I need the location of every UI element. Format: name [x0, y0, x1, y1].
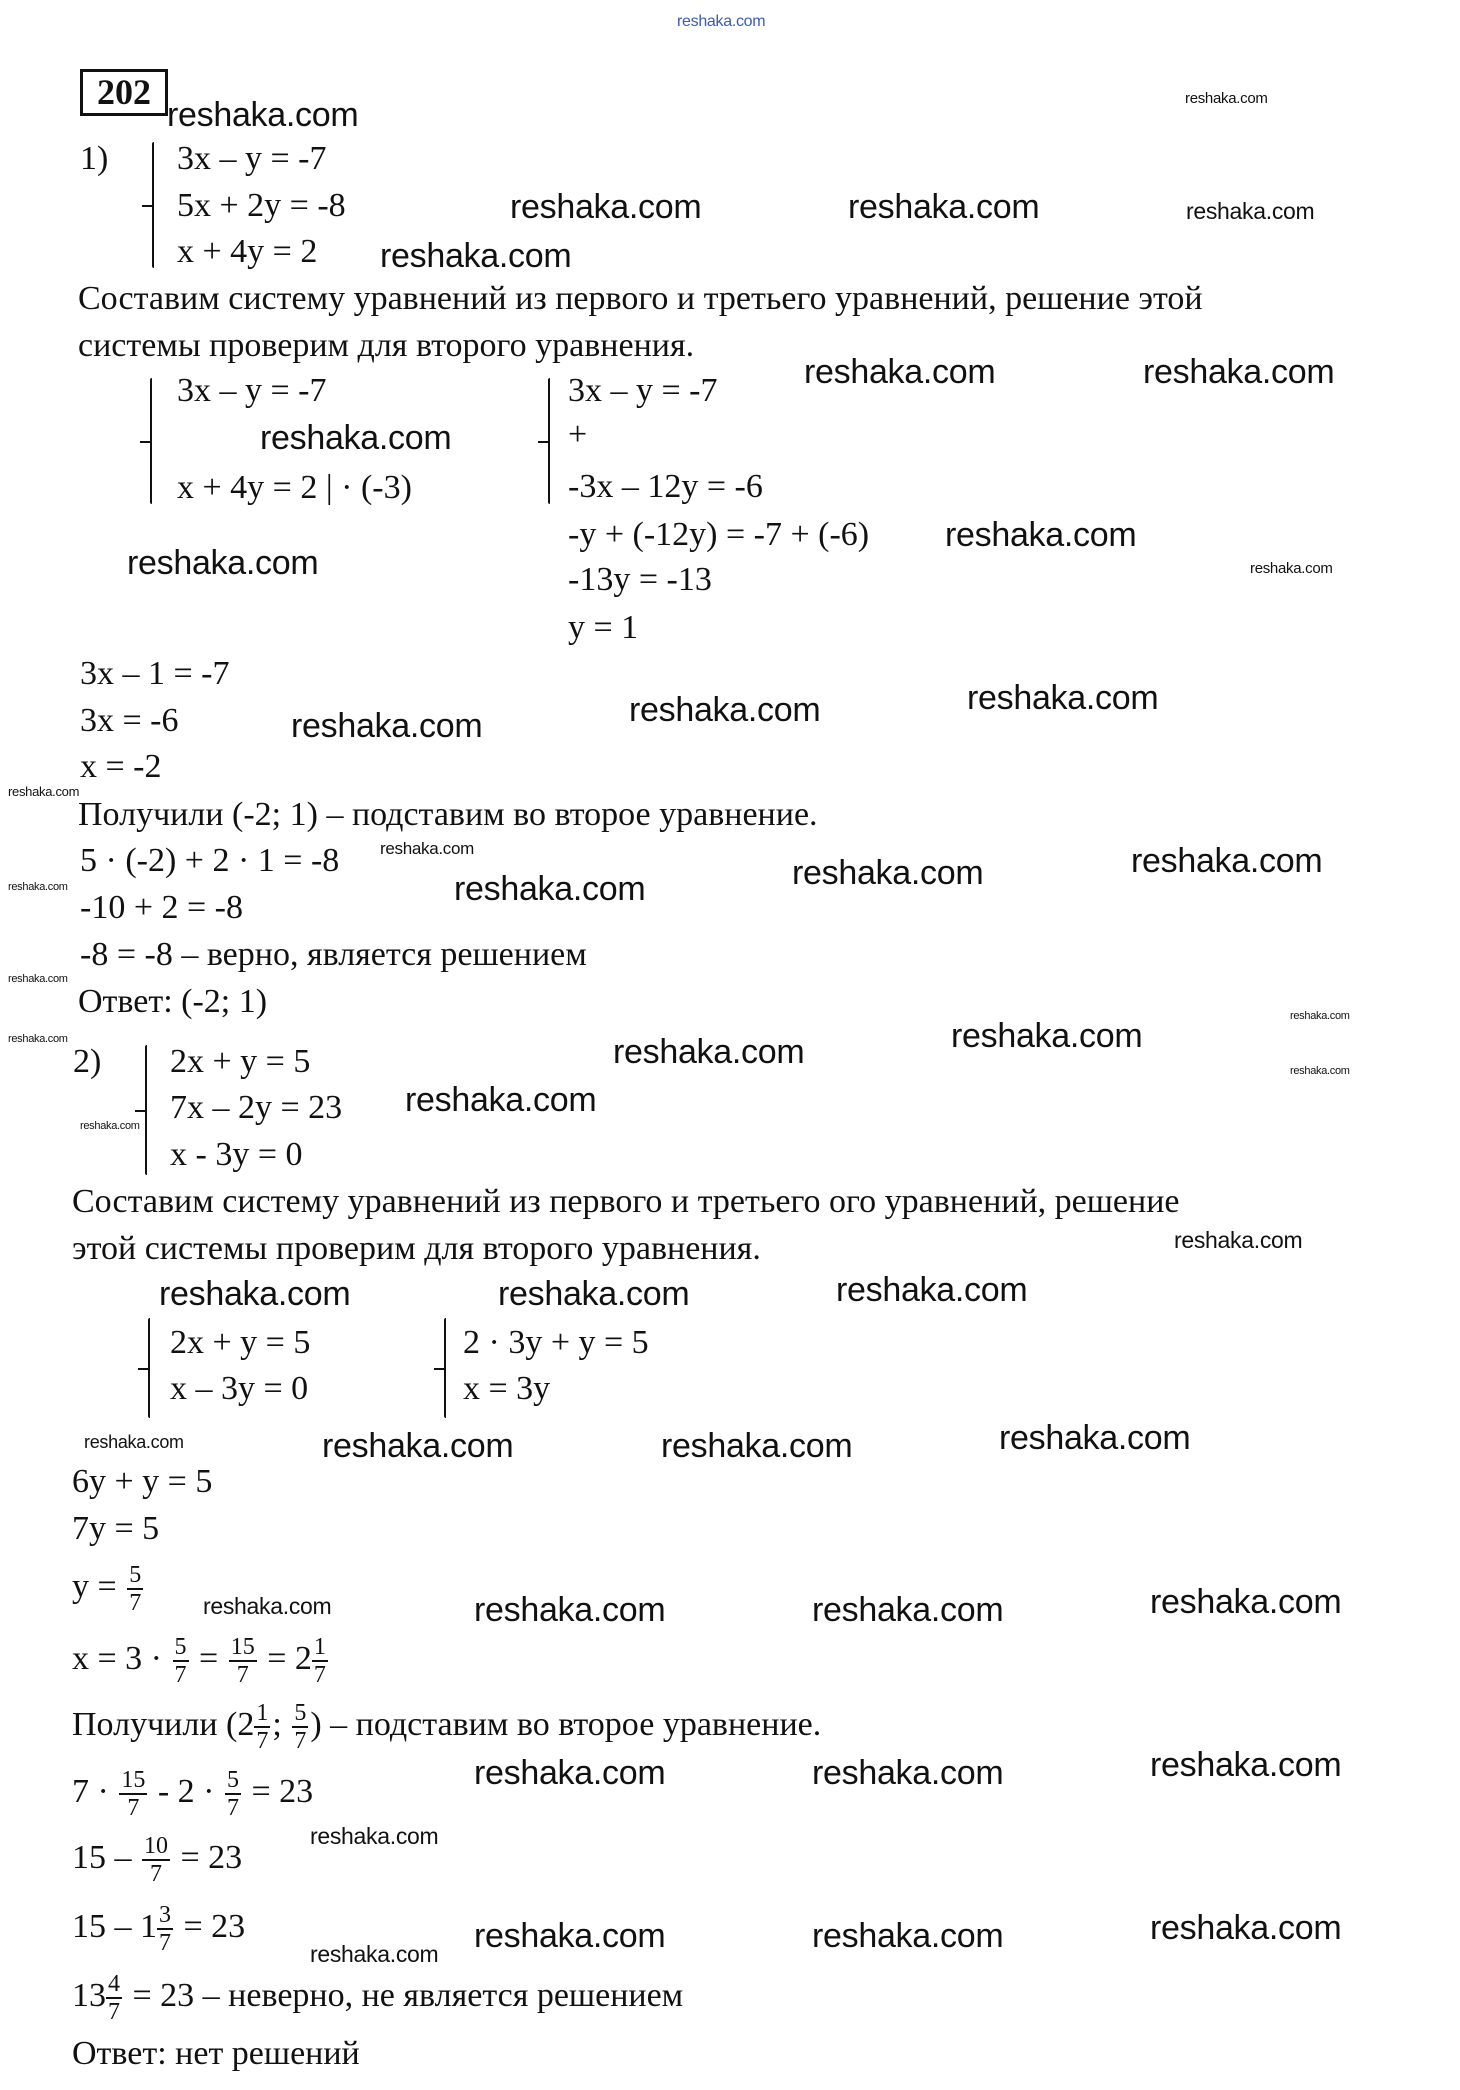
watermark: reshaka.com: [159, 1275, 351, 1313]
watermark: reshaka.com: [804, 353, 996, 391]
watermark: reshaka.com: [510, 188, 702, 226]
watermark: reshaka.com: [812, 1917, 1004, 1955]
part-label: 1): [80, 140, 109, 177]
watermark: reshaka.com: [613, 1033, 805, 1071]
watermark: reshaka.com: [1150, 1909, 1342, 1947]
step: x = -2: [80, 748, 162, 785]
step: -8 = -8 – верно, является решением: [80, 936, 587, 973]
watermark: reshaka.com: [848, 188, 1040, 226]
step: 5 · (-2) + 2 · 1 = -8: [80, 842, 340, 879]
watermark: reshaka.com: [1174, 1227, 1303, 1253]
watermark: reshaka.com: [84, 1432, 184, 1452]
watermark: reshaka.com: [836, 1271, 1028, 1309]
equation: x – 3y = 0: [170, 1370, 309, 1407]
step: 3x = -6: [80, 702, 179, 739]
watermark: reshaka.com: [498, 1275, 690, 1313]
watermark: reshaka.com: [167, 96, 359, 134]
fraction: $\frac{5}{7}$: [129, 1562, 142, 1617]
fraction: $\frac{1}{7}$: [313, 1634, 326, 1689]
fraction: $\frac{10}{7}$: [144, 1833, 168, 1888]
system-brace: [444, 1318, 446, 1418]
watermark: reshaka.com: [967, 679, 1159, 717]
fraction: $\frac{15}{7}$: [121, 1767, 146, 1822]
equation: x - 3y = 0: [170, 1136, 303, 1173]
equation: x = 3y: [463, 1370, 551, 1407]
equation: 5x + 2y = -8: [177, 187, 346, 224]
fraction: $\frac{15}{7}$: [230, 1634, 255, 1689]
step: -10 + 2 = -8: [80, 889, 243, 926]
watermark: reshaka.com: [1131, 842, 1323, 880]
plus-sign: +: [568, 416, 588, 453]
task-number: 202: [80, 69, 168, 116]
fraction: $\frac{5}{7}$: [294, 1700, 307, 1755]
y-solution: y = $\frac{5}{7}$: [72, 1562, 142, 1617]
watermark: reshaka.com: [291, 707, 483, 745]
x-solution: x = 3 · $\frac{5}{7}$ = $\frac{15}{7}$ = 2 $\frac{1}{7}$: [72, 1634, 326, 1689]
watermark: reshaka.com: [1143, 353, 1335, 391]
watermark: reshaka.com: [380, 237, 572, 275]
step: 6y + y = 5: [72, 1463, 213, 1500]
equation: 2x + y = 5: [170, 1324, 311, 1361]
equation: 2x + y = 5: [170, 1043, 311, 1080]
equation: 7x – 2y = 23: [170, 1089, 343, 1126]
check-step: 15 – 1 $\frac{3}{7}$ = 23: [72, 1902, 246, 1957]
part-label: 2): [73, 1043, 102, 1080]
watermark: reshaka.com: [203, 1593, 332, 1619]
watermark: reshaka.com: [8, 973, 68, 985]
answer: Ответ: нет решений: [72, 2035, 360, 2072]
watermark: reshaka.com: [792, 854, 984, 892]
watermark: reshaka.com: [812, 1754, 1004, 1792]
system-brace: [152, 142, 154, 268]
watermark: reshaka.com: [1290, 1065, 1350, 1077]
watermark: reshaka.com: [945, 516, 1137, 554]
check-result: 13 $\frac{4}{7}$ = 23 – неверно, не является решением: [72, 1971, 684, 2026]
check-step: 15 – $\frac{10}{7}$ = 23: [72, 1833, 243, 1888]
paragraph-line: Составим систему уравнений из первого и третьего ого уравнений, решение: [72, 1183, 1180, 1220]
step: -13y = -13: [568, 561, 712, 598]
equation: x + 4y = 2: [177, 233, 318, 270]
system-brace: [150, 378, 152, 504]
watermark: reshaka.com: [8, 1033, 68, 1045]
watermark: reshaka.com: [8, 784, 80, 799]
equation: 3x – y = -7: [177, 372, 327, 409]
watermark: reshaka.com: [127, 544, 319, 582]
watermark: reshaka.com: [999, 1419, 1191, 1457]
watermark: reshaka.com: [474, 1591, 666, 1629]
step: y = 1: [568, 609, 639, 646]
watermark: reshaka.com: [474, 1754, 666, 1792]
fraction: $\frac{1}{7}$: [256, 1700, 269, 1755]
watermark: reshaka.com: [1290, 1010, 1350, 1022]
watermark: reshaka.com: [1185, 90, 1268, 107]
system-brace: [148, 1318, 150, 1418]
watermark: reshaka.com: [310, 1823, 439, 1849]
equation: 3x – y = -7: [177, 140, 327, 177]
watermark: reshaka.com: [474, 1917, 666, 1955]
watermark: reshaka.com: [310, 1941, 439, 1967]
watermark: reshaka.com: [405, 1081, 597, 1119]
watermark: reshaka.com: [629, 691, 821, 729]
equation: -3x – 12y = -6: [568, 468, 763, 505]
equation: x + 4y = 2 | · (-3): [177, 469, 412, 506]
equation: 3x – y = -7: [568, 372, 718, 409]
system-brace: [145, 1045, 147, 1175]
paragraph-line: этой системы проверим для второго уравнения.: [72, 1230, 761, 1267]
paragraph-line: Составим систему уравнений из первого и третьего уравнений, решение этой: [78, 280, 1203, 317]
site-header-link[interactable]: reshaka.com: [677, 13, 766, 30]
step: 7y = 5: [72, 1510, 160, 1547]
watermark: reshaka.com: [1150, 1583, 1342, 1621]
watermark: reshaka.com: [1186, 198, 1315, 224]
fraction: $\frac{3}{7}$: [159, 1902, 171, 1957]
step: Получили (-2; 1) – подставим во второе уравнение.: [78, 796, 818, 833]
watermark: reshaka.com: [260, 419, 452, 457]
system-brace: [548, 378, 550, 504]
watermark: reshaka.com: [812, 1591, 1004, 1629]
watermark: reshaka.com: [8, 881, 68, 893]
got-line: Получили (2 $\frac{1}{7}$ ; $\frac{5}{7}$ ) – подставим во второе уравнение.: [72, 1700, 822, 1755]
watermark: reshaka.com: [661, 1427, 853, 1465]
watermark: reshaka.com: [380, 839, 475, 858]
answer: Ответ: (-2; 1): [78, 983, 268, 1020]
watermark: reshaka.com: [80, 1120, 140, 1132]
watermark: reshaka.com: [322, 1427, 514, 1465]
watermark: reshaka.com: [454, 870, 646, 908]
step: -y + (-12y) = -7 + (-6): [568, 516, 870, 553]
equation: 2 · 3y + y = 5: [463, 1324, 649, 1361]
fraction: $\frac{5}{7}$: [226, 1767, 239, 1822]
fraction: $\frac{5}{7}$: [174, 1634, 187, 1689]
watermark: reshaka.com: [1150, 1746, 1342, 1784]
watermark: reshaka.com: [951, 1017, 1143, 1055]
check-step: 7 · $\frac{15}{7}$ - 2 · $\frac{5}{7}$ = 23: [72, 1767, 314, 1822]
fraction: $\frac{4}{7}$: [108, 1971, 120, 2026]
step: 3x – 1 = -7: [80, 655, 230, 692]
paragraph-line: системы проверим для второго уравнения.: [78, 327, 695, 364]
watermark: reshaka.com: [1250, 560, 1333, 577]
